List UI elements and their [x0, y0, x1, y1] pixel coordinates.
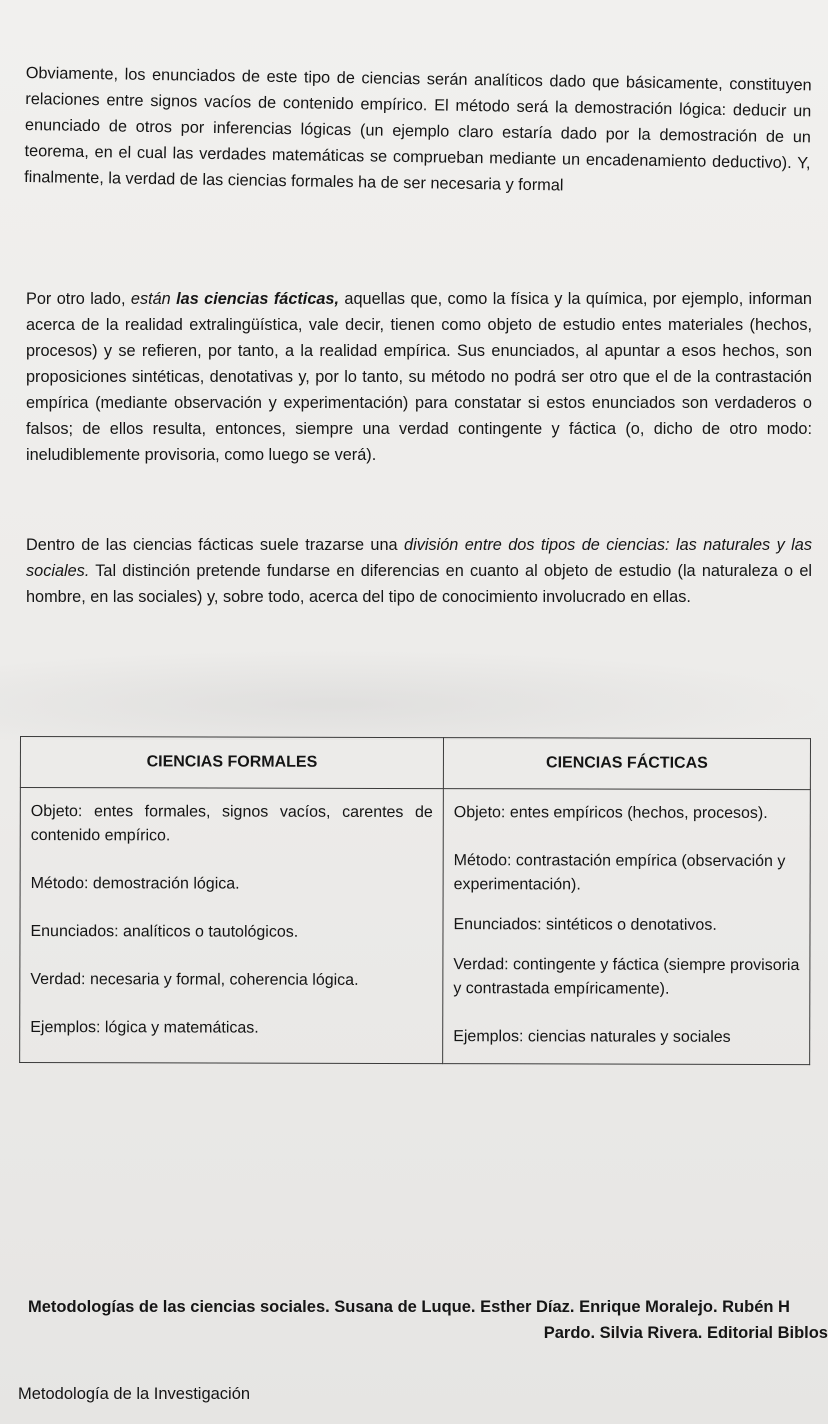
- source-citation: Metodologías de las ciencias sociales. Susana de Luque. Esther Díaz. Enrique Moralejo. Rubén H: [28, 1298, 790, 1316]
- formales-metodo: Método: demostración lógica.: [30, 875, 240, 893]
- bleed-through-shadow: [0, 650, 828, 740]
- formales-cell: [20, 788, 444, 1064]
- paragraph-text: Dentro de las ciencias fácticas suele trazarse una: [26, 536, 405, 554]
- paragraph-division: [26, 532, 812, 610]
- paragraph-text: Tal distinción pretende fundarse en diferencias en cuanto al objeto de estudio (la naturaleza o el hombre, en las sociales) y, sobre todo, acerca del tipo de conocimiento involucrado en ellas.: [26, 562, 812, 606]
- table-header-row: [20, 737, 810, 790]
- comparison-table: [19, 736, 811, 1065]
- formales-enunciados: Enunciados: analíticos o tautológicos.: [30, 923, 299, 941]
- facticas-enunciados: Enunciados: sintéticos o denotativos.: [453, 916, 717, 934]
- header-facticas: CIENCIAS FÁCTICAS: [443, 738, 810, 790]
- facticas-verdad: Verdad: contingente y fáctica (siempre provisoria y contrastada empíricamente).: [453, 956, 800, 998]
- facticas-metodo: Método: contrastación empírica (observación y experimentación).: [453, 852, 786, 894]
- paragraph-formal-sciences: Obviamente, los enunciados de este tipo de ciencias serán analíticos dado que básicamente, constituyen relaciones entre signos vacíos de contenido empírico. El método será la demostración lógica: deducir un enunciado de otros por inferencias lógicas (un ejemplo claro estaría dado por la demostración de un teorema, en el cual las verdades matemáticas se comprueban mediante un encadenamiento deductivo). Y, finalmente, la verdad de las ciencias formales ha de ser necesaria y formal: [24, 63, 812, 195]
- italic-text: división entre dos tipos de ciencias: las naturales y las sociales.: [26, 536, 812, 580]
- formales-verdad: Verdad: necesaria y formal, coherencia lógica.: [30, 971, 359, 989]
- header-formales: CIENCIAS FORMALES: [20, 737, 443, 789]
- formales-objeto: Objeto: entes formales, signos vacíos, carentes de contenido empírico.: [30, 803, 433, 845]
- page-footer: Metodología de la Investigación: [18, 1385, 251, 1403]
- formales-ejemplos: Ejemplos: lógica y matemáticas.: [30, 1019, 259, 1037]
- italic-text: están: [130, 290, 177, 308]
- table-row: [20, 788, 811, 1065]
- paragraph-text: aquellas que, como la física y la química, por ejemplo, informan acerca de la realidad extralingüística, vale decir, tienen como objeto de estudio entes materiales (hechos, procesos) y se refieren, por tanto, a la realidad empírica. Sus enunciados, al apuntar a esos hechos, son proposiciones sintéticas, denotativas y, por lo tanto, su método no podrá ser otro que el de la contrastación empírica (mediante observación y experimentación) para constatar si estos enunciados son verdaderos o falsos; de ellos resulta, entonces, siempre una verdad contingente y fáctica (o, dicho de otro modo: ineludiblemente provisoria, como luego se verá).: [26, 290, 812, 464]
- emphasis-term: las ciencias fácticas,: [176, 290, 340, 308]
- paragraph-factual-sciences: [26, 286, 812, 468]
- facticas-ejemplos: Ejemplos: ciencias naturales y sociales: [453, 1028, 731, 1046]
- paragraph-text: Por otro lado,: [26, 290, 131, 308]
- facticas-cell: [443, 789, 811, 1065]
- source-citation-line2: Pardo. Silvia Rivera. Editorial Biblos: [543, 1324, 828, 1342]
- facticas-objeto: Objeto: entes empíricos (hechos, procesos).: [453, 804, 768, 822]
